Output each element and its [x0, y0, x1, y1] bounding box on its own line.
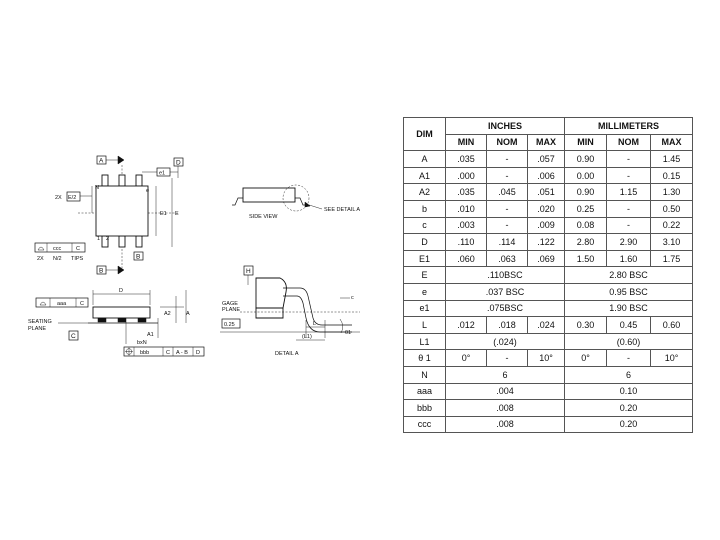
span-value-cell: (0.60) — [565, 333, 693, 350]
bxn-label: bxN — [137, 340, 147, 346]
e-dim-label: E — [175, 211, 179, 217]
table-row — [404, 167, 693, 184]
dim-cell: A1 — [404, 167, 446, 184]
value-cell: 0.15 — [651, 167, 693, 184]
sub-header-cell: MAX — [528, 134, 565, 151]
span-value-cell: 1.90 BSC — [565, 300, 693, 317]
value-cell: .063 — [487, 250, 528, 267]
span-value-cell: 0.95 BSC — [565, 283, 693, 300]
value-cell: 2.80 — [565, 234, 607, 251]
span-value-cell: .004 — [446, 383, 565, 400]
value-cell: 0.08 — [565, 217, 607, 234]
a1-label: A1 — [147, 332, 154, 338]
value-cell: 0.30 — [565, 317, 607, 334]
span-value-cell: 6 — [446, 366, 565, 383]
table-row — [404, 234, 693, 251]
dim-cell: A2 — [404, 184, 446, 201]
sub-header-cell: MIN — [565, 134, 607, 151]
note-n2-label: N/2 — [53, 256, 62, 262]
value-cell: - — [607, 200, 651, 217]
dim-cell: e — [404, 283, 446, 300]
a2-label: A2 — [164, 311, 171, 317]
value-cell: 0.60 — [651, 317, 693, 334]
span-value-cell: 0.20 — [565, 416, 693, 433]
datum-a-label: A — [99, 157, 104, 165]
value-cell: .009 — [528, 217, 565, 234]
value-cell: 1.75 — [651, 250, 693, 267]
dim-header: DIM — [404, 118, 446, 151]
table-row — [404, 416, 693, 433]
value-cell: 3.10 — [651, 234, 693, 251]
dim-cell: D — [404, 234, 446, 251]
pin1-label: 1 — [97, 236, 101, 242]
front-view — [28, 288, 204, 356]
a-label: A — [186, 311, 190, 317]
gage-plane-label-1: GAGE — [222, 301, 238, 307]
value-cell: .018 — [487, 317, 528, 334]
sub-header-cell: NOM — [607, 134, 651, 151]
dim-cell: c — [404, 217, 446, 234]
span-value-cell: .037 BSC — [446, 283, 565, 300]
l-label: L — [313, 321, 317, 327]
datum-d-label: D — [176, 159, 181, 167]
table-row — [404, 217, 693, 234]
span-value-cell: .110BSC — [446, 267, 565, 284]
datum-b-label-2: B — [136, 253, 141, 261]
fcf-bbb-datum-c: C — [166, 350, 170, 356]
fcf-bbb-datum-d: D — [196, 350, 200, 356]
pin2-label: 2 — [106, 236, 110, 242]
millimeters-header: MILLIMETERS — [565, 118, 693, 135]
value-cell: 2.90 — [607, 234, 651, 251]
detail-a-view — [220, 266, 360, 357]
table-row — [404, 383, 693, 400]
l1-label: (L1) — [302, 334, 312, 340]
table-row — [404, 317, 693, 334]
count-2x-label: 2X — [55, 195, 62, 201]
value-cell: 0.22 — [651, 217, 693, 234]
fcf-bbb-label: bbb — [140, 350, 150, 356]
dim-cell: A — [404, 151, 446, 168]
value-cell: - — [487, 200, 528, 217]
value-cell: 0.90 — [565, 184, 607, 201]
value-cell: - — [487, 151, 528, 168]
sub-header-cell: NOM — [487, 134, 528, 151]
sub-header-cell: MIN — [446, 134, 487, 151]
value-cell: - — [487, 167, 528, 184]
value-cell: 1.45 — [651, 151, 693, 168]
value-cell: 10° — [651, 350, 693, 367]
value-cell: .051 — [528, 184, 565, 201]
d-dim-label: D — [119, 288, 123, 294]
dim-cell: E — [404, 267, 446, 284]
note-2x-label: 2X — [37, 256, 44, 262]
value-cell: 1.60 — [607, 250, 651, 267]
table-row — [404, 400, 693, 417]
e1-dim-label: E1 — [160, 211, 167, 217]
value-cell: .069 — [528, 250, 565, 267]
side-view — [232, 185, 360, 220]
datum-b-label: B — [99, 267, 104, 275]
value-cell: .060 — [446, 250, 487, 267]
value-cell: 0.00 — [565, 167, 607, 184]
value-cell: .000 — [446, 167, 487, 184]
value-cell: - — [487, 217, 528, 234]
dim-cell: aaa — [404, 383, 446, 400]
see-detail-label: SEE DETAIL A — [324, 207, 361, 213]
table-row — [404, 300, 693, 317]
table-body — [404, 151, 693, 433]
gage-value-label: 0.25 — [224, 322, 235, 328]
half-width-label: E/2 — [68, 195, 77, 201]
top-view — [35, 156, 183, 275]
fcf-bbb-datum-ab: A - B — [176, 350, 188, 356]
table-row — [404, 200, 693, 217]
dim-cell: E1 — [404, 250, 446, 267]
span-value-cell: 0.10 — [565, 383, 693, 400]
span-value-cell: 6 — [565, 366, 693, 383]
table-row — [404, 366, 693, 383]
dim-cell: θ 1 — [404, 350, 446, 367]
seating-plane-label-1: SEATING — [28, 319, 52, 325]
note-tips-label: TIPS — [71, 256, 84, 262]
value-cell: .024 — [528, 317, 565, 334]
value-cell: - — [487, 350, 528, 367]
table-row — [404, 283, 693, 300]
fcf-datum-c-label: C — [76, 246, 80, 252]
table-row — [404, 151, 693, 168]
e-label: e — [146, 188, 150, 194]
value-cell: .114 — [487, 234, 528, 251]
dim-cell: L1 — [404, 333, 446, 350]
sub-header-cell: MAX — [651, 134, 693, 151]
value-cell: 10° — [528, 350, 565, 367]
fcf-aaa-label: aaa — [57, 301, 67, 307]
value-cell: .057 — [528, 151, 565, 168]
dim-cell: e1 — [404, 300, 446, 317]
value-cell: .122 — [528, 234, 565, 251]
theta-label: θ1 — [345, 330, 352, 336]
value-cell: - — [607, 350, 651, 367]
side-view-label: SIDE VIEW — [249, 214, 278, 220]
fcf-aaa-datum-label: C — [80, 301, 84, 307]
value-cell: .010 — [446, 200, 487, 217]
value-cell: .035 — [446, 151, 487, 168]
value-cell: .035 — [446, 184, 487, 201]
dim-cell: ccc — [404, 416, 446, 433]
span-value-cell: .008 — [446, 400, 565, 417]
value-cell: .045 — [487, 184, 528, 201]
span-value-cell: 0.20 — [565, 400, 693, 417]
value-cell: .020 — [528, 200, 565, 217]
value-cell: .003 — [446, 217, 487, 234]
value-cell: - — [607, 151, 651, 168]
value-cell: 1.15 — [607, 184, 651, 201]
datum-c-label: C — [71, 333, 76, 340]
span-value-cell: (.024) — [446, 333, 565, 350]
detail-a-label: DETAIL A — [275, 351, 299, 357]
value-cell: 1.30 — [651, 184, 693, 201]
fcf-ccc-label: ccc — [53, 246, 62, 252]
n-label: N — [95, 185, 99, 191]
value-cell: - — [607, 167, 651, 184]
value-cell: 0.90 — [565, 151, 607, 168]
span-value-cell: .008 — [446, 416, 565, 433]
table-row — [404, 350, 693, 367]
sub-header-row — [404, 134, 693, 151]
dim-cell: L — [404, 317, 446, 334]
value-cell: 1.50 — [565, 250, 607, 267]
inches-header: INCHES — [446, 118, 565, 135]
c-label: c — [351, 295, 354, 301]
span-value-cell: .075BSC — [446, 300, 565, 317]
seating-plane-label-2: PLANE — [28, 326, 47, 332]
gage-plane-label-2: PLANE — [222, 307, 241, 313]
value-cell: 0.25 — [565, 200, 607, 217]
dim-cell: b — [404, 200, 446, 217]
dim-cell: N — [404, 366, 446, 383]
value-cell: .012 — [446, 317, 487, 334]
value-cell: 0.50 — [651, 200, 693, 217]
table-row — [404, 184, 693, 201]
table-row — [404, 250, 693, 267]
table-row — [404, 333, 693, 350]
value-cell: .110 — [446, 234, 487, 251]
datum-h-label: H — [246, 268, 251, 275]
value-cell: 0.45 — [607, 317, 651, 334]
value-cell: 0° — [565, 350, 607, 367]
span-value-cell: 2.80 BSC — [565, 267, 693, 284]
dim-cell: bbb — [404, 400, 446, 417]
value-cell: .006 — [528, 167, 565, 184]
e1-label: e1 — [159, 170, 166, 177]
table-row — [404, 267, 693, 284]
value-cell: 0° — [446, 350, 487, 367]
dimension-table — [403, 117, 693, 433]
value-cell: - — [607, 217, 651, 234]
